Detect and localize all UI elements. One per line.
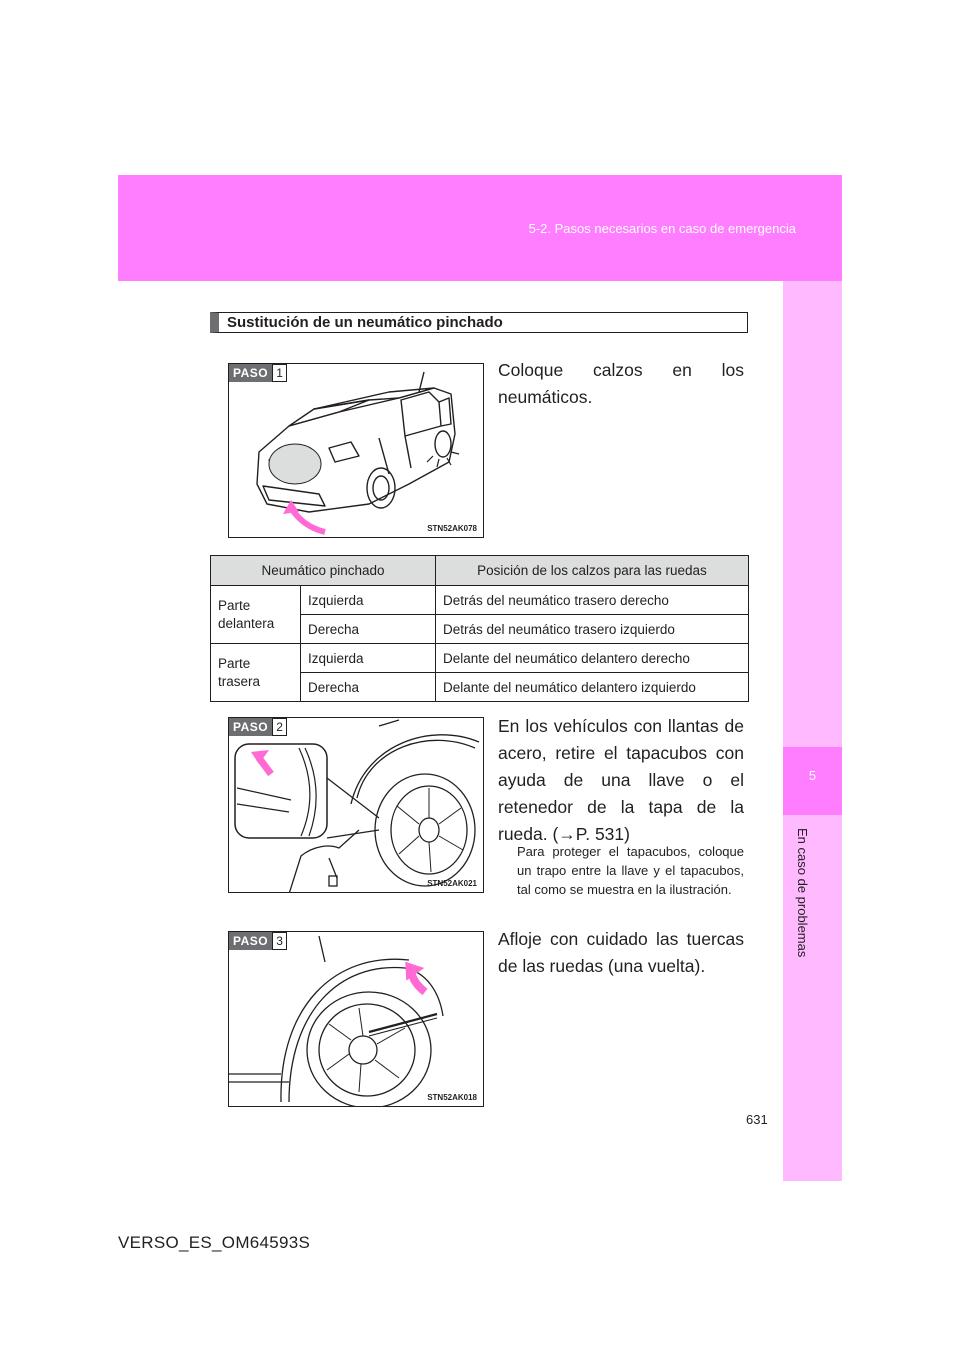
step-3-illustration bbox=[228, 931, 484, 1107]
table-cell-chock: Delante del neumático delantero derecho bbox=[436, 644, 749, 673]
step-3-badge bbox=[229, 932, 287, 950]
table-cell-chock: Detrás del neumático trasero izquierdo bbox=[436, 615, 749, 644]
step-1-text: Coloque calzos en los neumáticos. bbox=[498, 360, 744, 407]
loosen-wheel-nuts-illustration bbox=[229, 932, 484, 1107]
step-badge-number: 2 bbox=[272, 718, 287, 736]
table-header-row bbox=[211, 556, 749, 586]
table-cell-position: Parte trasera bbox=[211, 644, 301, 702]
step-3-text: Afloje con cuidado las tuercas de las ruedas (una vuelta). bbox=[498, 929, 744, 976]
step-1-badge bbox=[229, 364, 287, 382]
document-code: VERSO_ES_OM64593S bbox=[118, 1233, 311, 1252]
figure-code: STN52AK078 bbox=[427, 524, 477, 533]
table-row bbox=[211, 644, 749, 673]
section-header: 5-2. Pasos necesarios en caso de emergencia bbox=[528, 221, 796, 236]
chapter-number: 5 bbox=[808, 768, 817, 783]
section-title: Sustitución de un neumático pinchado bbox=[210, 312, 748, 333]
step-2-badge bbox=[229, 718, 287, 736]
car-with-chocks-illustration bbox=[229, 364, 484, 538]
table-header-flat-tire: Neumático pinchado bbox=[211, 556, 436, 586]
figure-code: STN52AK018 bbox=[427, 1093, 477, 1102]
chapter-title: En caso de problemas bbox=[795, 828, 810, 958]
step-2-note: Para proteger el tapacubos, coloque un trapo entre la llave y el tapacubos, tal como se muestra en la ilustración. bbox=[517, 844, 744, 897]
chapter-side-tab bbox=[783, 281, 842, 1181]
step-badge-number: 3 bbox=[272, 932, 287, 950]
table-cell-chock: Detrás del neumático trasero derecho bbox=[436, 586, 749, 615]
step-2-text: En los vehículos con llantas de acero, retire el tapacubos con ayuda de una llave o el retenedor de la tapa de la rueda. (→P. 531) bbox=[498, 716, 744, 844]
table-cell-chock: Delante del neumático delantero izquierdo bbox=[436, 673, 749, 702]
table-cell-side: Izquierda bbox=[301, 586, 436, 615]
table-cell-side: Derecha bbox=[301, 615, 436, 644]
table-header-chock-position: Posición de los calzos para las ruedas bbox=[436, 556, 749, 586]
page-number: 631 bbox=[746, 1112, 768, 1127]
step-badge-word: PASO bbox=[229, 364, 272, 382]
table-row bbox=[211, 586, 749, 615]
step-badge-number: 1 bbox=[272, 364, 287, 382]
header-band bbox=[118, 175, 842, 281]
step-2-illustration bbox=[228, 717, 484, 893]
chock-position-table bbox=[210, 555, 749, 702]
table-cell-side: Izquierda bbox=[301, 644, 436, 673]
step-1-illustration bbox=[228, 363, 484, 538]
figure-code: STN52AK021 bbox=[427, 879, 477, 888]
step-badge-word: PASO bbox=[229, 932, 272, 950]
table-cell-position: Parte delantera bbox=[211, 586, 301, 644]
hubcap-removal-illustration bbox=[229, 718, 484, 893]
table-cell-side: Derecha bbox=[301, 673, 436, 702]
step-badge-word: PASO bbox=[229, 718, 272, 736]
